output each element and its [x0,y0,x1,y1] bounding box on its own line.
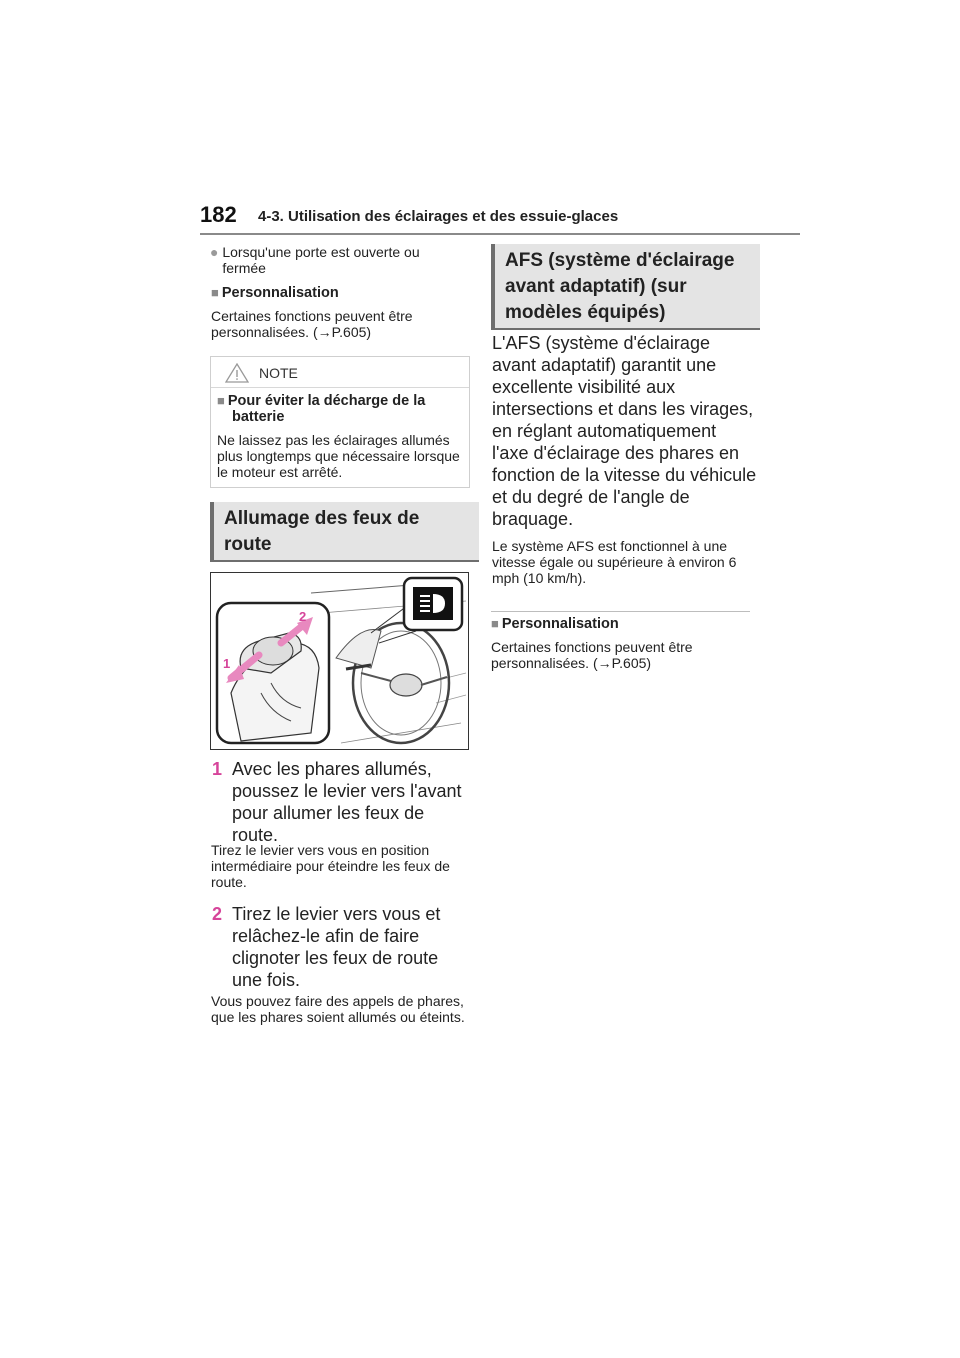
figure-callout-2: 2 [299,609,307,624]
step-1-text: Avec les phares allumés, poussez le levier vers l'avant pour allumer les feux de route. [232,759,462,845]
headlight-lever-figure [210,572,469,750]
afs-heading-line3: modèles équipés) [505,302,666,323]
step-2-note: Vous pouvez faire des appels de phares, que les phares soient allumés ou éteints. [211,993,465,1025]
afs-heading-line2: avant adaptatif) (sur [505,276,687,297]
afs-paragraph: L'AFS (système d'éclairage avant adaptatif) garantit une excellente visibilité aux intersections et dans les virages, en réglant automatiquement l'axe d'éclairage des phares en fonction de la vitesse du véhicule et du degré de l'angle de braquage. [492,333,757,529]
page-number: 182 [200,202,237,227]
note-header [211,357,469,388]
afs-note: Le système AFS est fonctionnel à une vitesse égale ou supérieure à environ 6 mph (10 km/h). [492,538,737,586]
section-heading-high-beam [210,502,479,562]
square-bullet-icon: ■ [211,285,219,300]
step-2-number: 2 [212,904,223,924]
bullet-door-text: Lorsqu'une porte est ouverte ou fermée [222,244,420,276]
square-bullet-icon: ■ [491,616,499,631]
square-bullet-icon: ■ [217,393,225,408]
step-2 [212,903,472,991]
bullet-door [210,244,460,276]
section-heading-line2: route [224,534,272,555]
perso-heading-right [491,616,619,632]
warning-triangle-icon [225,363,249,383]
note-title-line1: Pour éviter la décharge de la [227,393,426,409]
divider [491,611,750,612]
note-title-line2: batterie [232,409,285,425]
perso-heading-right-text: Personnalisation [501,616,619,632]
perso-text-left: Certaines fonctions peuvent être personnalisées. (→P.605) [211,308,413,340]
note-box [210,356,470,488]
perso-heading-left-text: Personnalisation [221,285,339,301]
step-1 [212,758,472,846]
figure-callout-1: 1 [223,656,231,671]
note-title [217,393,465,425]
bullet-dot-icon: ● [210,244,219,260]
section-title: 4-3. Utilisation des éclairages et des essuie-glaces [258,208,619,225]
afs-heading-line1: AFS (système d'éclairage [505,250,735,271]
perso-text-right: Certaines fonctions peuvent être personnalisées. (→P.605) [491,639,693,671]
step-1-note: Tirez le levier vers vous en position intermédiaire pour éteindre les feux de route. [211,842,450,890]
note-body: Ne laissez pas les éclairages allumés plus longtemps que nécessaire lorsque le moteur est arrêté. [217,432,460,480]
step-1-number: 1 [212,759,223,779]
note-label: NOTE [259,365,298,381]
steering-lever-illustration [211,573,468,749]
perso-heading-left [211,285,339,301]
section-heading-afs [491,244,760,330]
step-2-text: Tirez le levier vers vous et relâchez-le afin de faire clignoter les feux de route une fois. [232,904,441,990]
header-rule [200,233,800,235]
section-heading-line1: Allumage des feux de [224,508,420,529]
